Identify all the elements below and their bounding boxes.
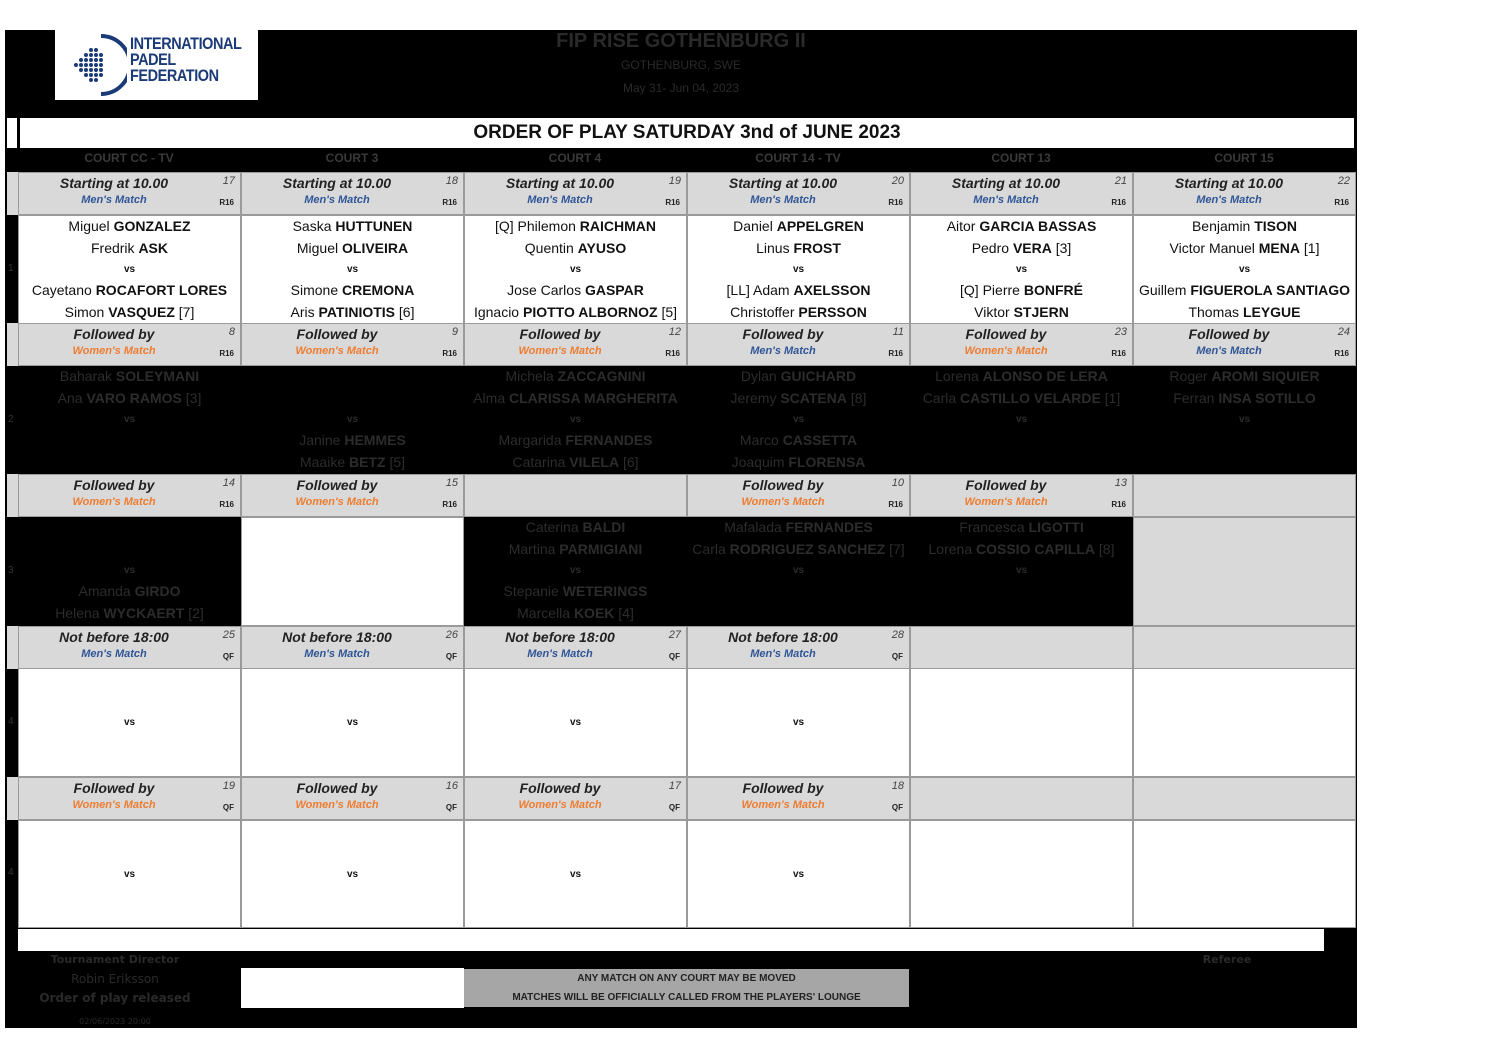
court-header: COURT CC - TV (84, 151, 174, 165)
slot-label (18, 777, 241, 820)
match-number: 19 (222, 780, 235, 792)
vs-label: vs (346, 264, 359, 275)
slot-time: Followed by (73, 780, 155, 796)
slot-label (241, 626, 464, 669)
court-header: COURT 14 - TV (755, 151, 841, 165)
match-round: R16 (1111, 349, 1126, 358)
vs-label: vs (346, 717, 359, 728)
match-type: Women's Match (518, 345, 602, 357)
slot-label (18, 172, 241, 215)
slot-label (910, 474, 1133, 517)
match-round: R16 (665, 198, 680, 207)
vs-label: vs (1015, 414, 1028, 425)
match-type: Men's Match (527, 648, 593, 660)
match-round: R16 (442, 198, 457, 207)
match-cell (241, 215, 464, 324)
match-cell (18, 820, 241, 928)
match-cell (1133, 668, 1356, 777)
match-round: QF (668, 803, 680, 812)
slot-label (687, 172, 910, 215)
match-type: Women's Match (72, 345, 156, 357)
match-cell (910, 668, 1133, 777)
match-cell (687, 366, 910, 475)
referee-label: Referee (1202, 953, 1252, 966)
player-name: Ferran INSA SOTILLO (1173, 390, 1316, 406)
match-cell (910, 215, 1133, 324)
vs-label: vs (123, 565, 136, 576)
fip-logo (55, 30, 258, 100)
match-cell (464, 820, 687, 928)
match-cell (464, 366, 687, 475)
player-name: Alma CLARISSA MARGHERITA (473, 390, 678, 406)
match-cell (18, 366, 241, 475)
row-strip (7, 323, 18, 366)
match-round: QF (445, 652, 457, 661)
match-cell (910, 517, 1133, 626)
slot-time: Not before 18:00 (282, 629, 392, 645)
match-cell (18, 668, 241, 777)
match-number: 11 (892, 326, 904, 338)
schedule-sheet (5, 30, 1357, 1028)
player-name: Helena WYCKAERT [2] (55, 605, 204, 621)
slot-time: Followed by (742, 326, 824, 342)
vs-label: vs (123, 869, 136, 880)
player-name: [Q] Philemon RAICHMAN (494, 218, 657, 234)
slot-label (18, 626, 241, 669)
match-round: QF (891, 803, 903, 812)
match-cell (241, 668, 464, 777)
court-header: COURT 13 (991, 151, 1051, 165)
slot-label (1133, 474, 1356, 517)
tournament-title: FIP RISE GOTHENBURG II (556, 30, 806, 52)
match-number: 27 (668, 629, 681, 641)
match-type: Men's Match (81, 648, 147, 660)
slot-time: Not before 18:00 (505, 629, 615, 645)
player-name: Dylan GUICHARD (740, 368, 857, 384)
row-number: 1 (8, 262, 14, 274)
match-round: R16 (442, 349, 457, 358)
match-number: 23 (1114, 326, 1127, 338)
player-name: Jeremy SCATENA [8] (730, 390, 867, 406)
slot-time: Followed by (1188, 326, 1270, 342)
slot-label (464, 626, 687, 669)
slot-time: Followed by (965, 326, 1047, 342)
order-of-play-title: ORDER OF PLAY SATURDAY 3nd of JUNE 2023 (20, 118, 1354, 148)
released-time: 02/06/2023 20:00 (79, 1017, 151, 1026)
vs-label: vs (1238, 264, 1251, 275)
slot-time: Not before 18:00 (728, 629, 838, 645)
fip-logo-text: INTERNATIONAL PADEL FEDERATION (130, 34, 242, 85)
slot-label (464, 172, 687, 215)
player-name: Marcella KOEK [4] (517, 605, 634, 621)
match-cell (241, 820, 464, 928)
slot-time: Followed by (519, 780, 601, 796)
match-number: 13 (1114, 477, 1127, 489)
player-name: Mafalada FERNANDES (724, 519, 873, 535)
tournament-location: GOTHENBURG, SWE (620, 58, 741, 72)
match-cell (1133, 517, 1356, 626)
slot-label (1133, 323, 1356, 366)
player-name: Benjamin TISON (1191, 218, 1298, 234)
slot-time: Followed by (742, 477, 824, 493)
player-name: Viktor STJERN (974, 304, 1069, 320)
match-cell (18, 517, 241, 626)
match-cell (1133, 215, 1356, 324)
vs-label: vs (123, 264, 136, 275)
row-number: 3 (8, 564, 14, 576)
slot-label (241, 323, 464, 366)
match-round: R16 (1111, 198, 1126, 207)
vs-label: vs (792, 264, 805, 275)
match-round: R16 (888, 500, 903, 509)
player-name: Miguel OLIVEIRA (296, 240, 409, 256)
player-name: Baharak SOLEYMANI (59, 368, 200, 384)
slot-time: Followed by (296, 780, 378, 796)
court-header: COURT 3 (325, 151, 379, 165)
slot-time: Followed by (965, 477, 1047, 493)
player-name: Martina PARMIGIANI (508, 541, 643, 557)
slot-time: Starting at 10.00 (59, 175, 169, 191)
slot-label (18, 323, 241, 366)
vs-label: vs (123, 717, 136, 728)
vs-label: vs (346, 869, 359, 880)
slot-label (241, 474, 464, 517)
player-name: Francesca LIGOTTI (959, 519, 1084, 535)
director-name: Robin Eriksson (71, 972, 159, 986)
match-number: 10 (891, 477, 904, 489)
match-number: 22 (1337, 175, 1350, 187)
notice-box (464, 969, 909, 1007)
match-round: R16 (219, 349, 234, 358)
match-type: Men's Match (750, 194, 816, 206)
notice-line-2: MATCHES WILL BE OFFICIALLY CALLED FROM THE PLAYERS' LOUNGE (512, 992, 861, 1003)
vs-label: vs (1015, 565, 1028, 576)
match-type: Women's Match (964, 496, 1048, 508)
match-round: R16 (1334, 349, 1349, 358)
match-type: Women's Match (72, 496, 156, 508)
match-number: 20 (891, 175, 904, 187)
player-name: [Q] Pierre BONFRÉ (960, 282, 1083, 298)
slot-label (18, 474, 241, 517)
player-name: Ana VARO RAMOS [3] (57, 390, 202, 406)
slot-label (464, 777, 687, 820)
vs-label: vs (569, 264, 582, 275)
slot-time: Followed by (519, 326, 601, 342)
player-name: Christoffer PERSSON (730, 304, 867, 320)
player-name: Marco CASSETTA (739, 432, 858, 448)
match-type: Women's Match (72, 799, 156, 811)
player-name: Joaquim FLORENSA (731, 454, 866, 470)
match-type: Men's Match (1196, 345, 1262, 357)
court-header: COURT 15 (1214, 151, 1274, 165)
match-type: Women's Match (295, 496, 379, 508)
player-name: Michela ZACCAGNINI (505, 368, 646, 384)
player-name: Pedro VERA [3] (971, 240, 1072, 256)
vs-label: vs (1238, 414, 1251, 425)
match-number: 24 (1337, 326, 1350, 338)
match-number: 14 (222, 477, 235, 489)
slot-time: Followed by (742, 780, 824, 796)
player-name: Stepanie WETERINGS (503, 583, 648, 599)
row-number: 2 (8, 413, 14, 425)
slot-label (910, 777, 1133, 820)
player-name: Maaike BETZ [5] (299, 454, 406, 470)
player-name: Ignacio PIOTTO ALBORNOZ [5] (473, 304, 678, 320)
match-cell (18, 215, 241, 324)
match-number: 26 (445, 629, 458, 641)
match-number: 21 (1114, 175, 1127, 187)
row-strip (7, 626, 18, 669)
slot-label (1133, 172, 1356, 215)
slot-label (687, 323, 910, 366)
slot-label (910, 172, 1133, 215)
player-name: [LL] Adam AXELSSON (726, 282, 871, 298)
match-type: Men's Match (973, 194, 1039, 206)
player-name: Amanda GIRDO (78, 583, 181, 599)
match-round: QF (222, 803, 234, 812)
director-label: Tournament Director (50, 953, 180, 966)
player-name: Daniel APPELGREN (733, 218, 864, 234)
vs-label: vs (792, 414, 805, 425)
slot-label (464, 323, 687, 366)
match-round: QF (222, 652, 234, 661)
vs-label: vs (792, 565, 805, 576)
match-cell (687, 215, 910, 324)
match-number: 8 (228, 326, 235, 338)
slot-label (687, 474, 910, 517)
player-name: Miguel GONZALEZ (68, 218, 191, 234)
fip-logo-icon (67, 30, 127, 100)
player-name: Victor Manuel MENA [1] (1169, 240, 1320, 256)
vs-label: vs (792, 717, 805, 728)
match-type: Men's Match (527, 194, 593, 206)
match-round: R16 (888, 349, 903, 358)
match-type: Men's Match (304, 194, 370, 206)
match-number: 18 (891, 780, 904, 792)
released-label: Order of play released (39, 991, 191, 1005)
match-type: Men's Match (304, 648, 370, 660)
player-name: Simone CREMONA (290, 282, 415, 298)
slot-time: Starting at 10.00 (282, 175, 392, 191)
slot-label (241, 172, 464, 215)
match-type: Women's Match (295, 345, 379, 357)
match-cell (464, 215, 687, 324)
signature-box (241, 968, 464, 1008)
match-round: R16 (665, 349, 680, 358)
match-type: Men's Match (750, 345, 816, 357)
row-strip (7, 474, 18, 517)
match-round: QF (445, 803, 457, 812)
player-name: Margarida FERNANDES (498, 432, 653, 448)
match-cell (1133, 366, 1356, 475)
player-name: Aris PATINIOTIS [6] (290, 304, 415, 320)
tournament-dates: May 31- Jun 04, 2023 (622, 81, 740, 95)
player-name: Linus FROST (756, 240, 841, 256)
player-name: Fredrik ASK (90, 240, 168, 256)
match-number: 25 (222, 629, 235, 641)
court-header: COURT 4 (548, 151, 602, 165)
slot-time: Starting at 10.00 (505, 175, 615, 191)
vs-label: vs (346, 414, 359, 425)
slot-label (910, 323, 1133, 366)
slot-label (1133, 777, 1356, 820)
slot-time: Starting at 10.00 (951, 175, 1061, 191)
player-name: Thomas LEYGUE (1188, 304, 1301, 320)
match-number: 28 (891, 629, 904, 641)
match-type: Women's Match (741, 496, 825, 508)
vs-label: vs (569, 869, 582, 880)
player-name: Roger AROMI SIQUIER (1169, 368, 1320, 384)
match-type: Men's Match (750, 648, 816, 660)
vs-label: vs (569, 717, 582, 728)
match-cell (687, 668, 910, 777)
match-number: 16 (445, 780, 458, 792)
match-type: Men's Match (1196, 194, 1262, 206)
player-name: Catarina VILELA [6] (512, 454, 639, 470)
player-name: Saska HUTTUNEN (292, 218, 413, 234)
match-type: Women's Match (295, 799, 379, 811)
match-round: R16 (442, 500, 457, 509)
slot-label (910, 626, 1133, 669)
slot-time: Starting at 10.00 (728, 175, 838, 191)
match-number: 17 (668, 780, 681, 792)
vs-label: vs (569, 414, 582, 425)
slot-label (241, 777, 464, 820)
match-cell (1133, 820, 1356, 928)
row-number: 4 (8, 867, 14, 878)
match-round: R16 (219, 198, 234, 207)
vs-label: vs (792, 869, 805, 880)
match-number: 18 (445, 175, 458, 187)
match-round: R16 (219, 500, 234, 509)
player-name: Quentin AYUSO (524, 240, 627, 256)
match-round: R16 (1111, 500, 1126, 509)
row-number: 4 (8, 715, 14, 727)
slot-label (464, 474, 687, 517)
slot-time: Followed by (73, 477, 155, 493)
player-name: Guillem FIGUEROLA SANTIAGO (1138, 282, 1351, 298)
player-name: Carla CASTILLO VELARDE [1] (922, 390, 1121, 406)
match-round: R16 (1334, 198, 1349, 207)
slot-time: Followed by (296, 477, 378, 493)
match-number: 9 (451, 326, 458, 338)
player-name: Lorena COSSIO CAPILLA [8] (928, 541, 1115, 557)
player-name: Cayetano ROCAFORT LORES (31, 282, 228, 298)
player-name: Aitor GARCIA BASSAS (946, 218, 1097, 234)
match-number: 17 (222, 175, 235, 187)
slot-label (687, 777, 910, 820)
player-name: Simon VASQUEZ [7] (64, 304, 195, 320)
match-cell (241, 517, 464, 626)
slot-time: Followed by (296, 326, 378, 342)
slot-label (1133, 626, 1356, 669)
vs-label: vs (123, 414, 136, 425)
slot-time: Followed by (73, 326, 155, 342)
match-cell (464, 517, 687, 626)
notice-line-1: ANY MATCH ON ANY COURT MAY BE MOVED (577, 973, 796, 984)
slot-label (687, 626, 910, 669)
match-cell (464, 668, 687, 777)
match-cell (910, 366, 1133, 475)
match-number: 19 (668, 175, 681, 187)
match-cell (241, 366, 464, 475)
player-name: Carla RODRIGUEZ SANCHEZ [7] (692, 541, 905, 557)
vs-label: vs (569, 565, 582, 576)
match-round: QF (668, 652, 680, 661)
match-cell (687, 820, 910, 928)
player-name: Janine HEMMES (299, 432, 406, 448)
player-name: Caterina BALDI (525, 519, 626, 535)
player-name: Jose Carlos GASPAR (507, 282, 644, 298)
row-strip (7, 777, 18, 820)
row-strip (7, 172, 18, 215)
match-round: QF (891, 652, 903, 661)
match-cell (687, 517, 910, 626)
match-type: Women's Match (964, 345, 1048, 357)
slot-time: Not before 18:00 (59, 629, 169, 645)
player-name: Lorena ALONSO DE LERA (935, 368, 1108, 384)
match-number: 15 (445, 477, 458, 489)
vs-label: vs (1015, 264, 1028, 275)
match-round: R16 (888, 198, 903, 207)
match-cell (910, 820, 1133, 928)
match-type: Women's Match (518, 799, 602, 811)
slot-time: Starting at 10.00 (1174, 175, 1284, 191)
match-type: Men's Match (81, 194, 147, 206)
match-number: 12 (668, 326, 681, 338)
match-type: Women's Match (741, 799, 825, 811)
